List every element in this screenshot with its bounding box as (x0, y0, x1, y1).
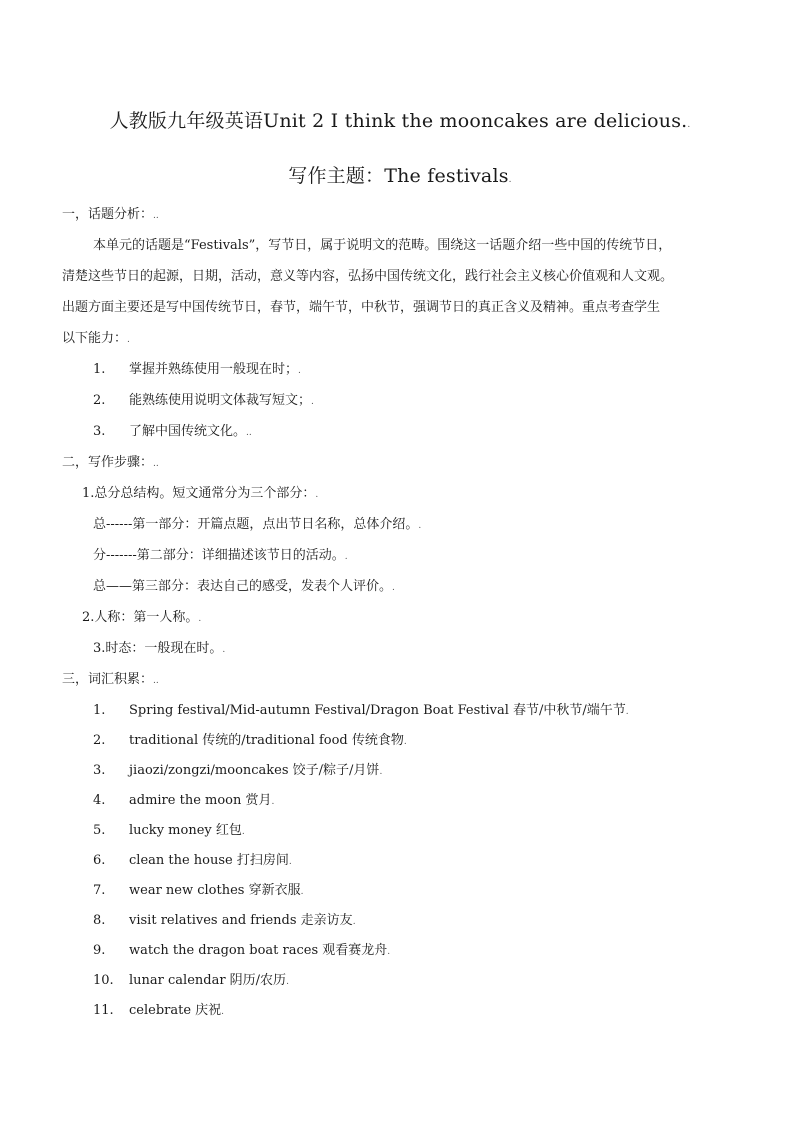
section1-paragraph-line: 以下能力：. (62, 331, 130, 346)
section1-heading: 一，话题分析：.. (62, 207, 159, 222)
list-item-number: 1. (93, 362, 106, 377)
section1-paragraph-line: 本单元的话题是“Festivals”，写节日，属于说明文的范畴。围绕这一话题介绍一些中国的传统节日， (93, 238, 672, 253)
section3-heading: 三，词汇积累：.. (62, 672, 159, 687)
vocab-item: clean the house 打扫房间. (129, 853, 292, 868)
step-sub-item: 总------第一部分：开篇点题，点出节日名称，总体介绍。. (93, 517, 422, 532)
section2-heading: 二，写作步骤：.. (62, 455, 159, 470)
vocab-number: 1. (93, 703, 106, 718)
section1-paragraph-line: 清楚这些节日的起源，日期，活动，意义等内容，弘扬中国传统文化，践行社会主义核心价值观和人文观。 (62, 269, 674, 284)
step-item: 2.人称：第一人称。. (82, 610, 202, 625)
title-line2-text: 写作主题：The festivals (288, 165, 509, 187)
vocab-item: watch the dragon boat races 观看赛龙舟. (129, 943, 391, 958)
vocab-number: 2. (93, 733, 106, 748)
vocab-number: 9. (93, 943, 106, 958)
vocab-item: admire the moon 赏月. (129, 793, 275, 808)
vocab-number: 7. (93, 883, 106, 898)
vocab-number: 4. (93, 793, 106, 808)
list-item: 能熟练使用说明文体裁写短文；. (129, 393, 314, 408)
vocab-item: visit relatives and friends 走亲访友. (129, 913, 356, 928)
vocab-number: 5. (93, 823, 106, 838)
step-item: 3.时态：一般现在时。. (93, 641, 226, 656)
list-item-number: 2. (93, 393, 106, 408)
title-line1-text: 人教版九年级英语Unit 2 I think the mooncakes are delicious. (109, 110, 688, 132)
vocab-item: celebrate 庆祝. (129, 1003, 225, 1018)
list-item: 了解中国传统文化。.. (129, 424, 252, 439)
list-item-number: 3. (93, 424, 106, 439)
step-sub-item: 总——第三部分：表达自己的感受，发表个人评价。. (93, 579, 395, 594)
vocab-item: Spring festival/Mid-autumn Festival/Dragon Boat Festival 春节/中秋节/端午节. (129, 703, 629, 718)
vocab-item: wear new clothes 穿新衣服. (129, 883, 304, 898)
vocab-item: lunar calendar 阴历/农历. (129, 973, 289, 988)
step-sub-item: 分-------第二部分：详细描述该节日的活动。. (93, 548, 348, 563)
document-subtitle: 写作主题：The festivals. (288, 165, 512, 187)
vocab-number: 8. (93, 913, 106, 928)
section1-paragraph-line: 出题方面主要还是写中国传统节日，春节，端午节，中秋节，强调节日的真正含义及精神。重点考查学生 (62, 300, 661, 315)
vocab-number: 10. (93, 973, 114, 988)
vocab-item: traditional 传统的/traditional food 传统食物. (129, 733, 407, 748)
vocab-number: 11. (93, 1003, 114, 1018)
vocab-number: 6. (93, 853, 106, 868)
document-title: 人教版九年级英语Unit 2 I think the mooncakes are delicious.. (109, 110, 691, 132)
vocab-item: jiaozi/zongzi/mooncakes 饺子/粽子/月饼. (129, 763, 383, 778)
vocab-item: lucky money 红包. (129, 823, 245, 838)
vocab-number: 3. (93, 763, 106, 778)
list-item: 掌握并熟练使用一般现在时；. (129, 362, 301, 377)
step-item: 1.总分总结构。短文通常分为三个部分：. (82, 486, 319, 501)
